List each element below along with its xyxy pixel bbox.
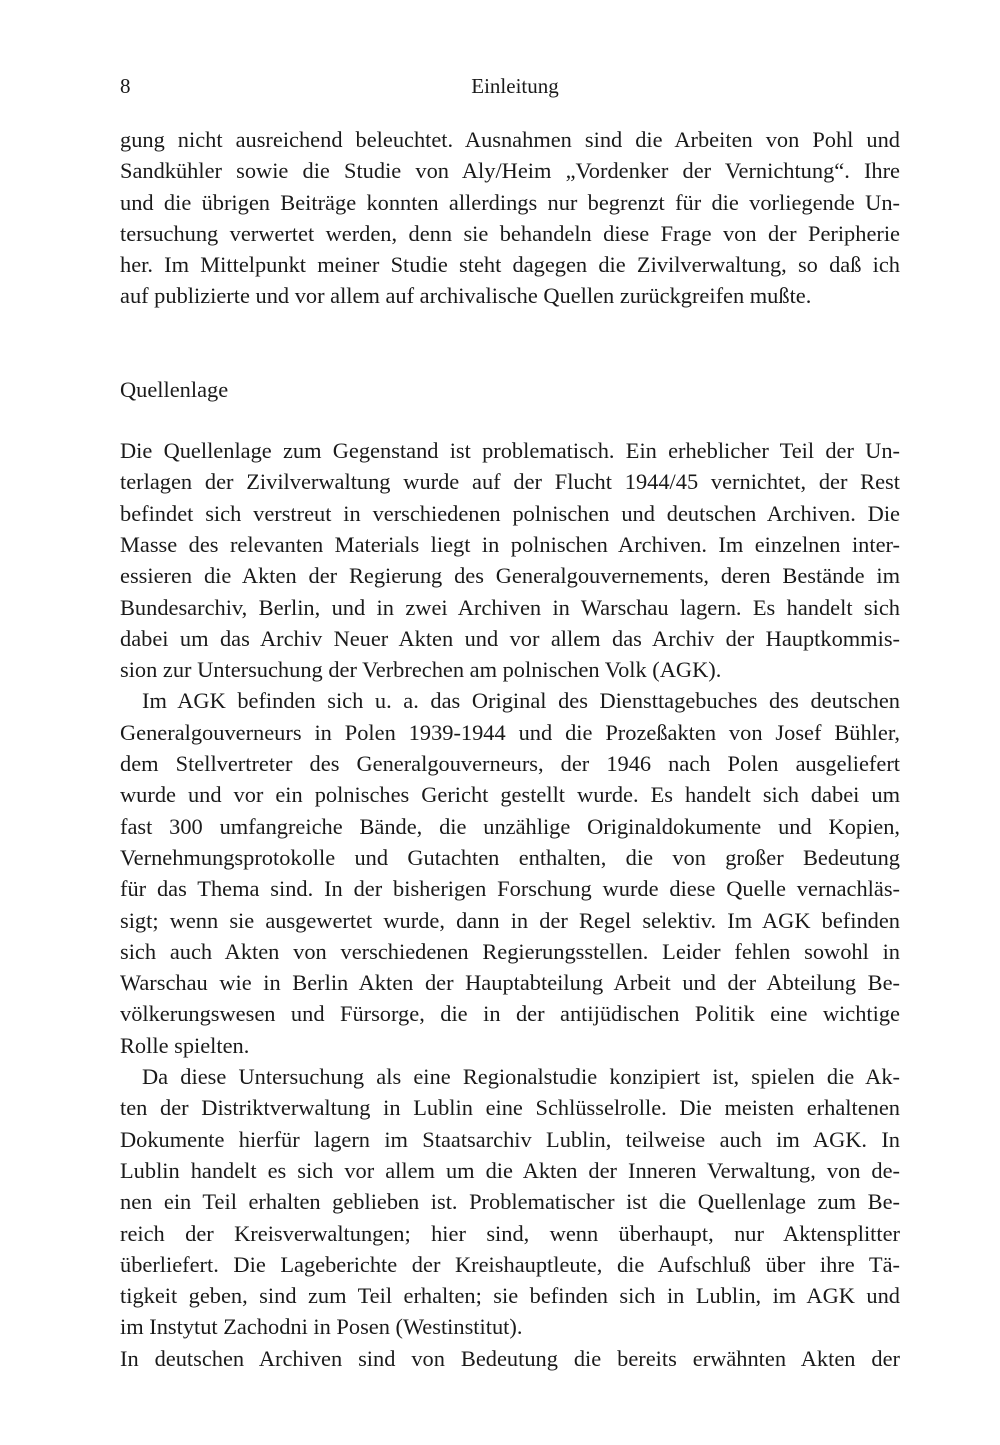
page-header <box>120 74 900 104</box>
text-line: In deutschen Archiven sind von Bedeutung die bereits erwähnten Akten der <box>120 1345 900 1371</box>
text-line: Vernehmungsprotokolle und Gutachten enthalten, die von großer Bedeutung <box>120 844 900 870</box>
text-line: Sandkühler sowie die Studie von Aly/Heim „Vordenker der Vernichtung“. Ihre <box>120 158 900 184</box>
text-line: Masse des relevanten Materials liegt in polnischen Archiven. Im einzelnen inter- <box>120 531 900 557</box>
intro-paragraph <box>120 124 900 312</box>
paragraph-1 <box>120 435 900 685</box>
text-line: Lublin handelt es sich vor allem um die Akten der Inneren Verwaltung, von de- <box>120 1157 900 1183</box>
section-heading: Quellenlage <box>120 376 229 402</box>
page-body <box>120 124 900 1374</box>
text-line: reich der Kreisverwaltungen; hier sind, wenn überhaupt, nur Aktensplitter <box>120 1220 900 1246</box>
text-line: Bundesarchiv, Berlin, und in zwei Archiven in Warschau lagern. Es handelt sich <box>120 594 900 620</box>
text-line: und die übrigen Beiträge konnten allerdings nur begrenzt für die vorliegende Un- <box>120 189 900 215</box>
text-line: Warschau wie in Berlin Akten der Hauptabteilung Arbeit und der Abteilung Be- <box>120 970 900 996</box>
text-line: dem Stellvertreter des Generalgouverneurs, der 1946 nach Polen ausgeliefert <box>120 751 900 777</box>
text-line: terlagen der Zivilverwaltung wurde auf der Flucht 1944/45 vernichtet, der Rest <box>120 469 900 495</box>
text-line: Im AGK befinden sich u. a. das Original des Diensttagebuches des deutschen <box>142 688 900 714</box>
text-line: gung nicht ausreichend beleuchtet. Ausnahmen sind die Arbeiten von Pohl und <box>120 127 900 152</box>
text-line: essieren die Akten der Regierung des Generalgouvernements, deren Bestände im <box>120 563 900 589</box>
paragraph-2 <box>120 685 900 1061</box>
text-line: fast 300 umfangreiche Bände, die unzählige Originaldokumente und Kopien, <box>120 813 900 839</box>
text-line: ten der Distriktverwaltung in Lublin eine Schlüsselrolle. Die meisten erhaltenen <box>120 1095 900 1121</box>
text-line: nen ein Teil erhalten geblieben ist. Problematischer ist die Quellenlage zum Be- <box>120 1189 900 1215</box>
text-line: für das Thema sind. In der bisherigen Forschung wurde diese Quelle vernachläs- <box>120 876 900 902</box>
text-line: Generalgouverneurs in Polen 1939-1944 und die Prozeßakten von Josef Bühler, <box>120 719 900 745</box>
text-line: auf publizierte und vor allem auf archivalische Quellen zurückgreifen mußte. <box>120 283 812 309</box>
text-line: sich auch Akten von verschiedenen Regierungsstellen. Leider fehlen sowohl in <box>120 938 900 964</box>
text-line: Da diese Untersuchung als eine Regionalstudie konzipiert ist, spielen die Ak- <box>142 1064 900 1090</box>
text-line: wurde und vor ein polnisches Gericht gestellt wurde. Es handelt sich dabei um <box>120 782 900 808</box>
text-line: überliefert. Die Lageberichte der Kreishauptleute, die Aufschluß über ihre Tä- <box>120 1251 900 1277</box>
page-number: 8 <box>120 74 131 98</box>
paragraph-4 <box>120 1343 900 1374</box>
text-line: sion zur Untersuchung der Verbrechen am polnischen Volk (AGK). <box>120 657 722 683</box>
text-line: sigt; wenn sie ausgewertet wurde, dann in der Regel selektiv. Im AGK befinden <box>120 907 900 933</box>
text-line: im Instytut Zachodni in Posen (Westinstitut). <box>120 1314 523 1340</box>
text-line: her. Im Mittelpunkt meiner Studie steht dagegen die Zivilverwaltung, so daß ich <box>120 252 900 278</box>
running-head: Einleitung <box>471 74 559 98</box>
text-line: völkerungswesen und Fürsorge, die in der antijüdischen Politik eine wichtige <box>120 1001 900 1027</box>
text-line: Rolle spielten. <box>120 1032 250 1058</box>
text-line: dabei um das Archiv Neuer Akten und vor allem das Archiv der Hauptkommis- <box>120 625 900 651</box>
text-line: tersuchung verwertet werden, denn sie behandeln diese Frage von der Peripherie <box>120 220 900 246</box>
text-line: tigkeit geben, sind zum Teil erhalten; sie befinden sich in Lublin, im AGK und <box>120 1283 900 1309</box>
text-line: Die Quellenlage zum Gegenstand ist problematisch. Ein erheblicher Teil der Un- <box>120 438 900 464</box>
text-line: befindet sich verstreut in verschiedenen polnischen und deutschen Archiven. Die <box>120 500 900 526</box>
text-line: Dokumente hierfür lagern im Staatsarchiv Lublin, teilweise auch im AGK. In <box>120 1126 900 1152</box>
paragraph-3 <box>120 1061 900 1343</box>
